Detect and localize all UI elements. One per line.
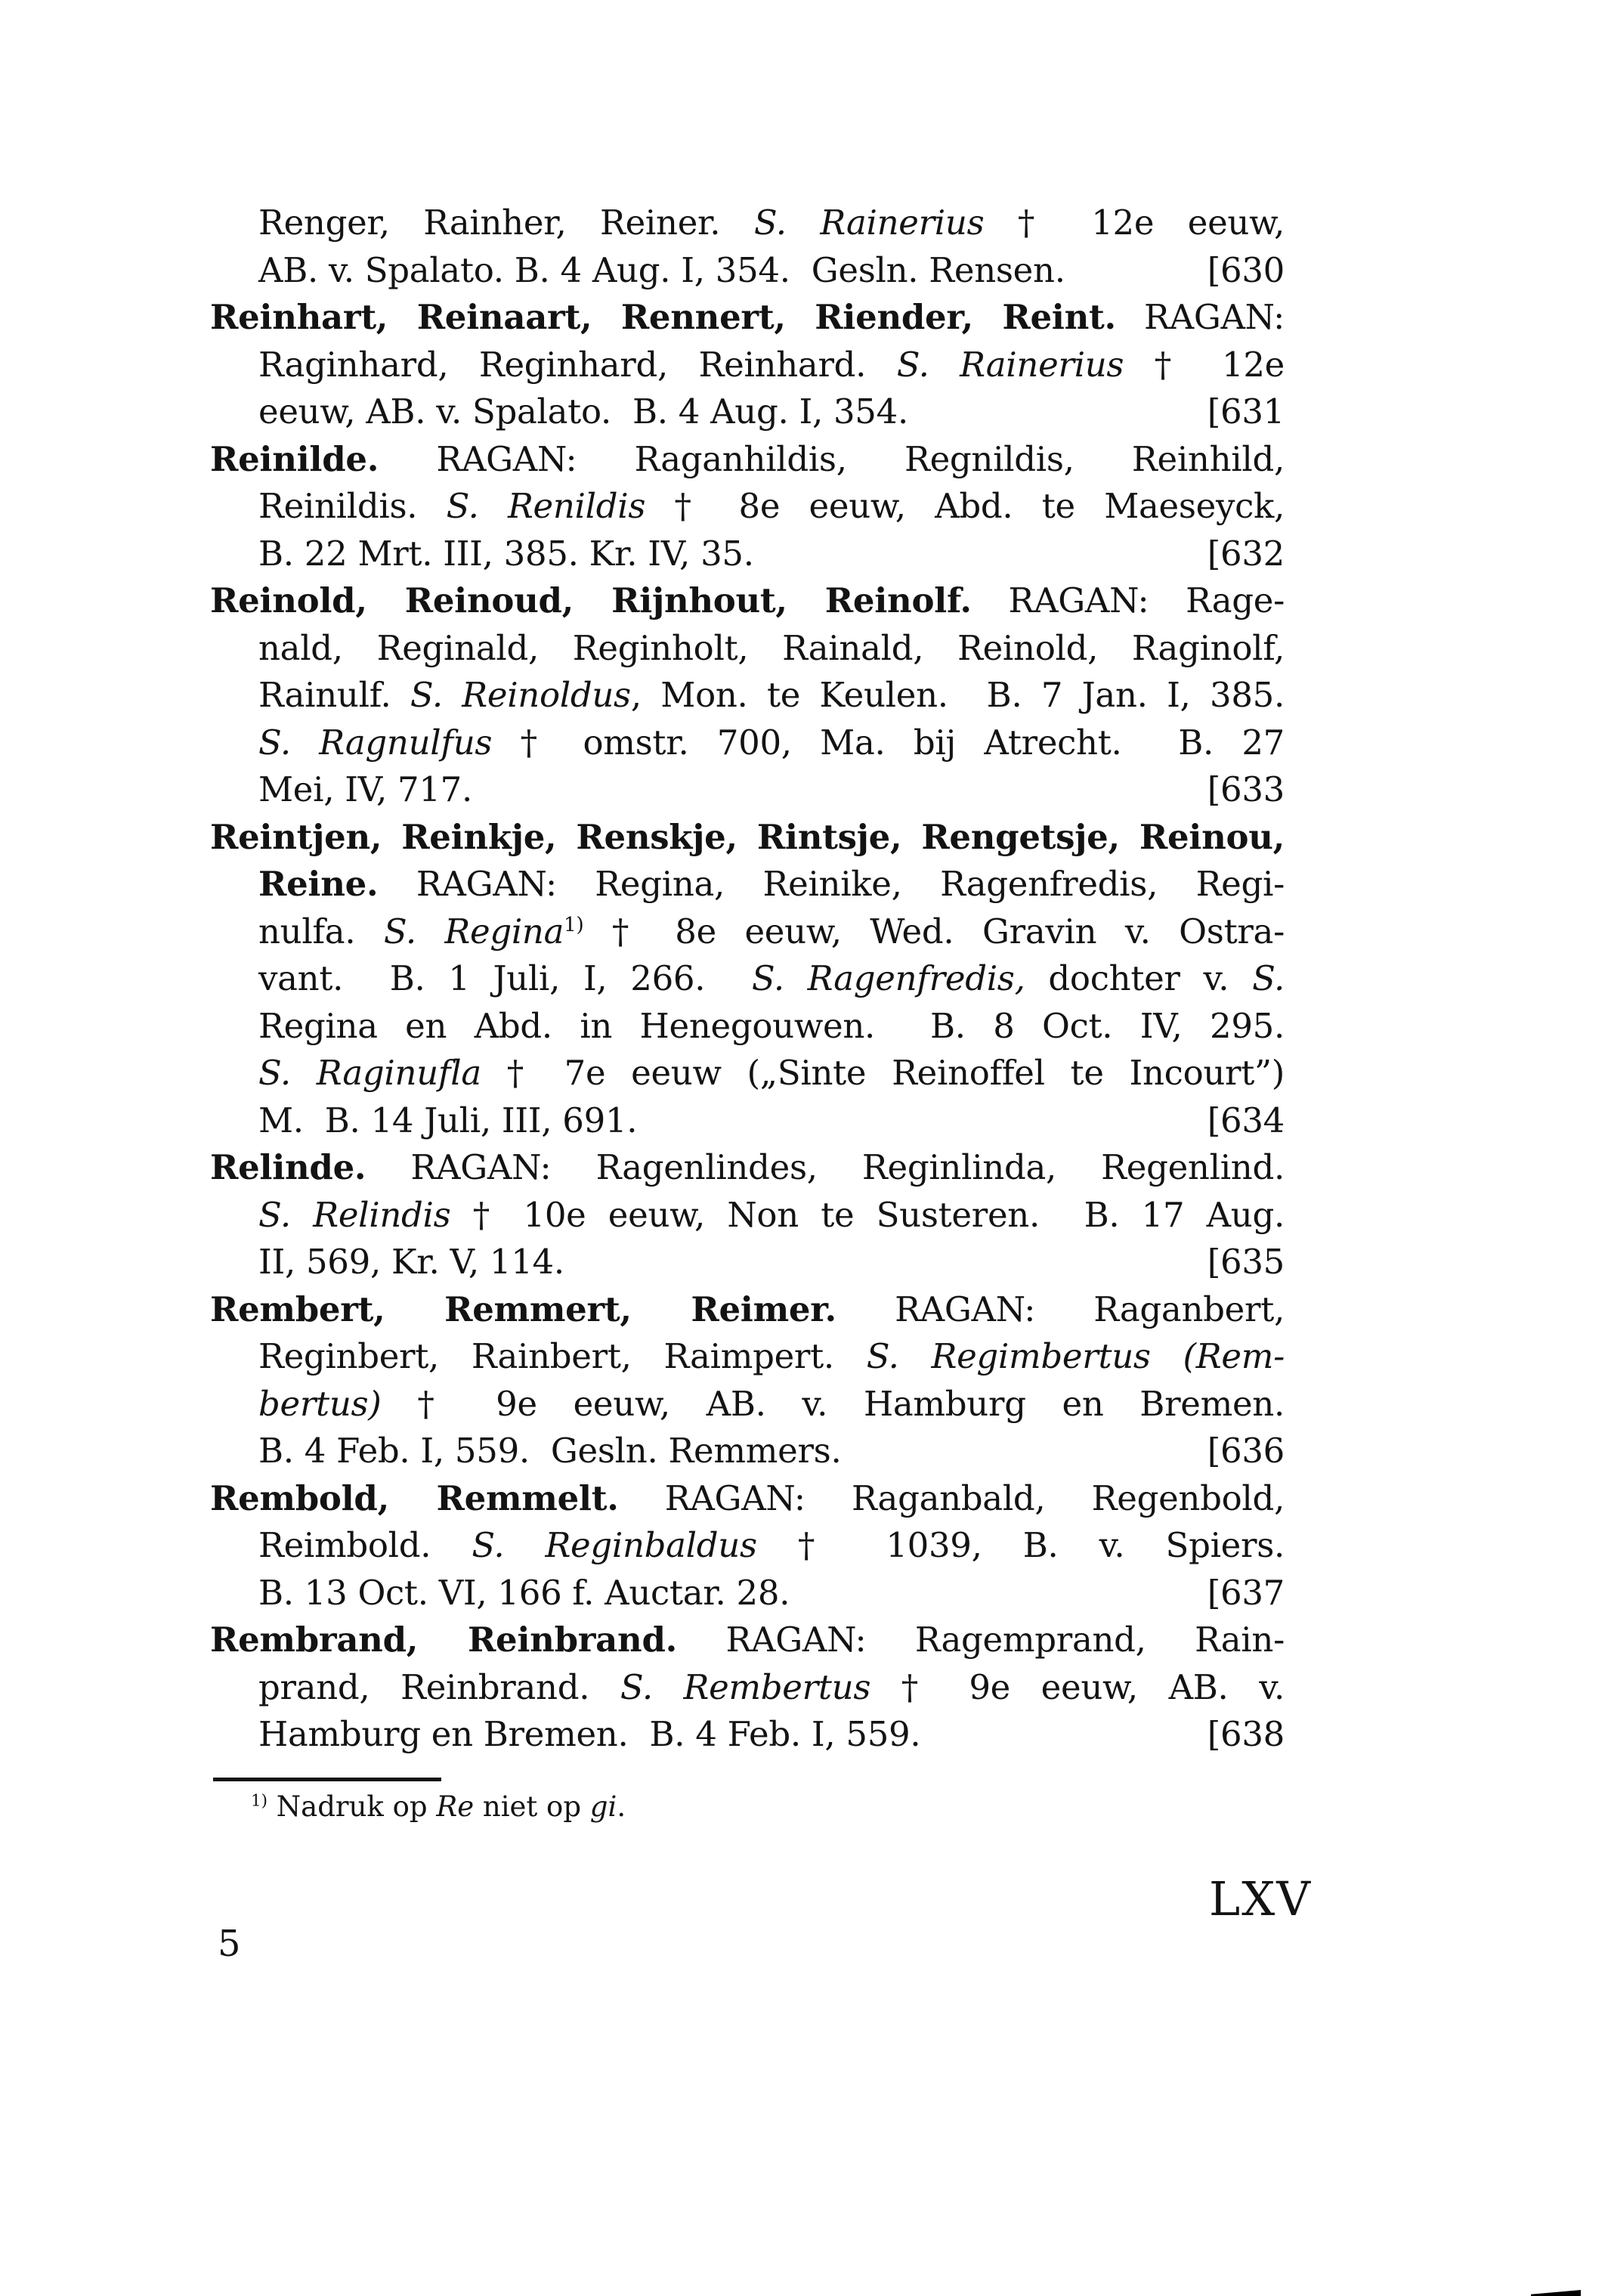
headword-text: Reinold, Reinoud, Rijnhout, Reinolf. xyxy=(210,580,972,620)
line-text xyxy=(258,766,472,814)
body-text: RAGAN: Rage- xyxy=(971,580,1285,620)
text-line xyxy=(258,861,1285,908)
line-text xyxy=(210,1620,1285,1660)
text-line xyxy=(258,531,1285,578)
body-text: nulfa. xyxy=(258,911,384,952)
text-line xyxy=(258,388,1285,436)
line-text xyxy=(258,1428,841,1475)
body-text: † 9e eeuw, AB. v. xyxy=(870,1666,1285,1707)
body-text: † 7e eeuw („Sinte Reinoffel te Incourt”) xyxy=(481,1053,1285,1093)
line-text xyxy=(258,247,1065,295)
page-number: LXV xyxy=(1209,1871,1313,1926)
text-line xyxy=(258,1711,1285,1759)
body-text: Nadruk op xyxy=(267,1790,437,1823)
line-text xyxy=(258,1195,1285,1235)
saint-name-italic: bertus) xyxy=(258,1383,382,1424)
text-line xyxy=(258,672,1285,719)
body-text: RAGAN: Ragenlindes, Reginlinda, Regenlind. xyxy=(366,1147,1285,1187)
line-text xyxy=(210,1147,1285,1187)
body-text: AB. v. Spalato. B. 4 Aug. I, 354. Gesln. Rensen. xyxy=(258,249,1065,290)
text-line xyxy=(258,1333,1285,1381)
text-line xyxy=(258,1050,1285,1097)
line-text xyxy=(258,723,1285,763)
text-line xyxy=(258,342,1285,389)
body-text: † 12e xyxy=(1124,344,1285,385)
headword-text: Rembrand, Reinbrand. xyxy=(210,1620,677,1660)
text-line xyxy=(258,1097,1285,1145)
text-line xyxy=(258,483,1285,531)
line-text xyxy=(258,864,1285,904)
entry-637 xyxy=(210,1475,1285,1617)
scan-artifact-mark xyxy=(1531,2290,1581,2296)
line-text xyxy=(258,388,908,436)
footnote-marker: 1) xyxy=(564,913,584,936)
entry-634 xyxy=(210,814,1285,1145)
body-text: † 9e eeuw, AB. v. Hamburg en Bremen. xyxy=(381,1383,1285,1424)
text-line xyxy=(258,955,1285,1003)
saint-name-italic: S. xyxy=(1252,958,1285,998)
entry-636 xyxy=(210,1286,1285,1475)
saint-name-italic: S. Relindis xyxy=(258,1194,451,1235)
text-line xyxy=(258,1522,1285,1570)
headword-text: Relinde. xyxy=(210,1147,366,1187)
saint-name-italic: S. Ragenfredis, xyxy=(751,958,1025,998)
entry-633 xyxy=(210,577,1285,814)
headword-text: Rembold, Remmelt. xyxy=(210,1478,619,1518)
body-text: B. 13 Oct. VI, 166 f. Auctar. 28. xyxy=(258,1572,790,1613)
line-text xyxy=(210,1478,1285,1518)
text-line xyxy=(258,1239,1285,1286)
saint-name-italic: S. Rainerius xyxy=(753,203,985,243)
column-reference: [633 xyxy=(1207,769,1285,809)
saint-name-italic: S. Reginbaldus xyxy=(472,1525,757,1565)
column-reference: [636 xyxy=(1207,1431,1285,1471)
line-text xyxy=(210,439,1285,479)
body-text: , Mon. te Keulen. B. 7 Jan. I, 385. xyxy=(630,675,1285,715)
line-text xyxy=(258,675,1285,715)
line-text xyxy=(258,1006,1285,1046)
text-line xyxy=(258,766,1285,814)
text-line xyxy=(210,814,1285,862)
body-text: vant. B. 1 Juli, I, 266. xyxy=(258,958,752,998)
text-line xyxy=(258,1003,1285,1051)
column-reference: [630 xyxy=(1207,249,1285,290)
line-text xyxy=(258,1384,1285,1424)
body-text: niet op xyxy=(474,1790,590,1823)
line-text xyxy=(258,958,1285,998)
body-text: RAGAN: Regina, Reinike, Ragenfredis, Regi- xyxy=(378,864,1285,904)
text-line xyxy=(210,436,1285,484)
text-line xyxy=(210,577,1285,625)
saint-name-italic: S. Rembertus xyxy=(620,1666,871,1707)
headword-text: Reintjen, Reinkje, Renskje, Rintsje, Rengetsje, Reinou, xyxy=(210,816,1285,857)
text-line xyxy=(210,1144,1285,1192)
body-text: † 8e eeuw, Abd. te Maeseyck, xyxy=(645,486,1285,526)
saint-name-italic: S. Reinoldus xyxy=(410,675,631,715)
body-text: B. 4 Feb. I, 559. Gesln. Remmers. xyxy=(258,1431,842,1471)
column-reference: [631 xyxy=(1207,391,1285,432)
text-line xyxy=(210,1475,1285,1523)
body-text: M. B. 14 Juli, III, 691. xyxy=(258,1100,638,1140)
saint-name-italic: S. Ragnulfus xyxy=(258,722,493,763)
text-line xyxy=(258,1428,1285,1475)
line-text xyxy=(258,1711,920,1759)
body-text: Reginbert, Rainbert, Raimpert. xyxy=(258,1336,867,1376)
text-line xyxy=(258,1381,1285,1428)
text-line xyxy=(258,1664,1285,1712)
body-text: Hamburg en Bremen. B. 4 Feb. I, 559. xyxy=(258,1714,921,1754)
line-text xyxy=(258,1239,564,1286)
line-text xyxy=(258,1570,790,1617)
footnote-separator xyxy=(213,1778,441,1781)
footnote-marker: 1) xyxy=(251,1791,268,1811)
text-line xyxy=(258,625,1285,673)
body-text: RAGAN: Raganbald, Regenbold, xyxy=(618,1478,1285,1518)
line-text xyxy=(258,1667,1285,1707)
line-text xyxy=(210,817,1285,857)
line-text xyxy=(258,203,1285,243)
headword-text: Rembert, Remmert, Reimer. xyxy=(210,1289,836,1329)
body-text: Regina en Abd. in Henegouwen. B. 8 Oct. IV, 295. xyxy=(258,1005,1285,1046)
text-line xyxy=(258,247,1285,295)
saint-name-italic: gi xyxy=(589,1790,617,1823)
column-reference: [635 xyxy=(1207,1242,1285,1282)
body-text: dochter v. xyxy=(1025,958,1253,998)
body-text: † omstr. 700, Ma. bij Atrecht. B. 27 xyxy=(492,722,1285,763)
line-text xyxy=(258,628,1285,668)
headword-text: Reinhart, Reinaart, Rennert, Riender, Reint. xyxy=(210,297,1116,337)
text-line xyxy=(210,1617,1285,1664)
text-line xyxy=(258,1570,1285,1617)
body-text: B. 22 Mrt. III, 385. Kr. IV, 35. xyxy=(258,533,754,574)
body-text: . xyxy=(617,1790,626,1823)
text-block xyxy=(210,200,1285,1759)
signature-mark: 5 xyxy=(218,1923,241,1965)
line-text xyxy=(210,297,1285,337)
entry-632 xyxy=(210,436,1285,578)
headword-text: Reine. xyxy=(258,864,379,904)
text-line xyxy=(258,1192,1285,1239)
body-text: Renger, Rainher, Reiner. xyxy=(258,203,754,243)
body-text: II, 569, Kr. V, 114. xyxy=(258,1242,564,1282)
text-line xyxy=(210,294,1285,342)
body-text: RAGAN: xyxy=(1115,297,1285,337)
body-text: † 8e eeuw, Wed. Gravin v. Ostra- xyxy=(583,911,1285,952)
line-text xyxy=(210,1289,1285,1329)
text-line xyxy=(258,719,1285,767)
body-text: RAGAN: Raganbert, xyxy=(836,1289,1285,1329)
line-text xyxy=(258,345,1285,385)
body-text: Reimbold. xyxy=(258,1525,472,1565)
text-line xyxy=(258,200,1285,247)
body-text: † 10e eeuw, Non te Susteren. B. 17 Aug. xyxy=(450,1194,1285,1235)
entry-635 xyxy=(210,1144,1285,1286)
body-text: prand, Reinbrand. xyxy=(258,1666,620,1707)
entry-631 xyxy=(210,294,1285,436)
column-reference: [634 xyxy=(1207,1100,1285,1140)
column-reference: [637 xyxy=(1207,1572,1285,1613)
body-text: Mei, IV, 717. xyxy=(258,769,473,809)
saint-name-italic: S. Raginufla xyxy=(258,1053,481,1093)
body-text: nald, Reginald, Reginholt, Rainald, Reinold, Raginolf, xyxy=(258,627,1285,668)
line-text xyxy=(258,531,754,578)
footnote xyxy=(251,1790,626,1824)
body-text: RAGAN: Raganhildis, Regnildis, Reinhild, xyxy=(379,438,1285,479)
text-line xyxy=(258,908,1285,956)
saint-name-italic: Re xyxy=(436,1790,475,1823)
line-text xyxy=(258,1525,1285,1565)
headword-text: Reinilde. xyxy=(210,438,379,479)
saint-name-italic: S. Regina xyxy=(383,911,564,952)
body-text: † 12e eeuw, xyxy=(984,203,1285,243)
entry-630 xyxy=(210,200,1285,294)
line-text xyxy=(258,1336,1285,1376)
body-text: Rainulf. xyxy=(258,675,410,715)
line-text xyxy=(258,486,1285,526)
line-text xyxy=(210,580,1285,620)
entry-638 xyxy=(210,1617,1285,1759)
column-reference: [638 xyxy=(1207,1714,1285,1754)
body-text: Raginhard, Reginhard, Reinhard. xyxy=(258,344,897,385)
saint-name-italic: S. Renildis xyxy=(446,486,646,526)
saint-name-italic: S. Rainerius xyxy=(896,344,1124,385)
body-text: † 1039, B. v. Spiers. xyxy=(756,1525,1285,1565)
body-text: RAGAN: Ragemprand, Rain- xyxy=(676,1620,1285,1660)
saint-name-italic: S. Regimbertus (Rem- xyxy=(866,1336,1285,1376)
line-text xyxy=(258,911,1285,952)
body-text: eeuw, AB. v. Spalato. B. 4 Aug. I, 354. xyxy=(258,391,908,432)
line-text xyxy=(258,1097,637,1145)
body-text: Reinildis. xyxy=(258,486,447,526)
text-line xyxy=(210,1286,1285,1334)
column-reference: [632 xyxy=(1207,533,1285,574)
line-text xyxy=(258,1053,1285,1093)
